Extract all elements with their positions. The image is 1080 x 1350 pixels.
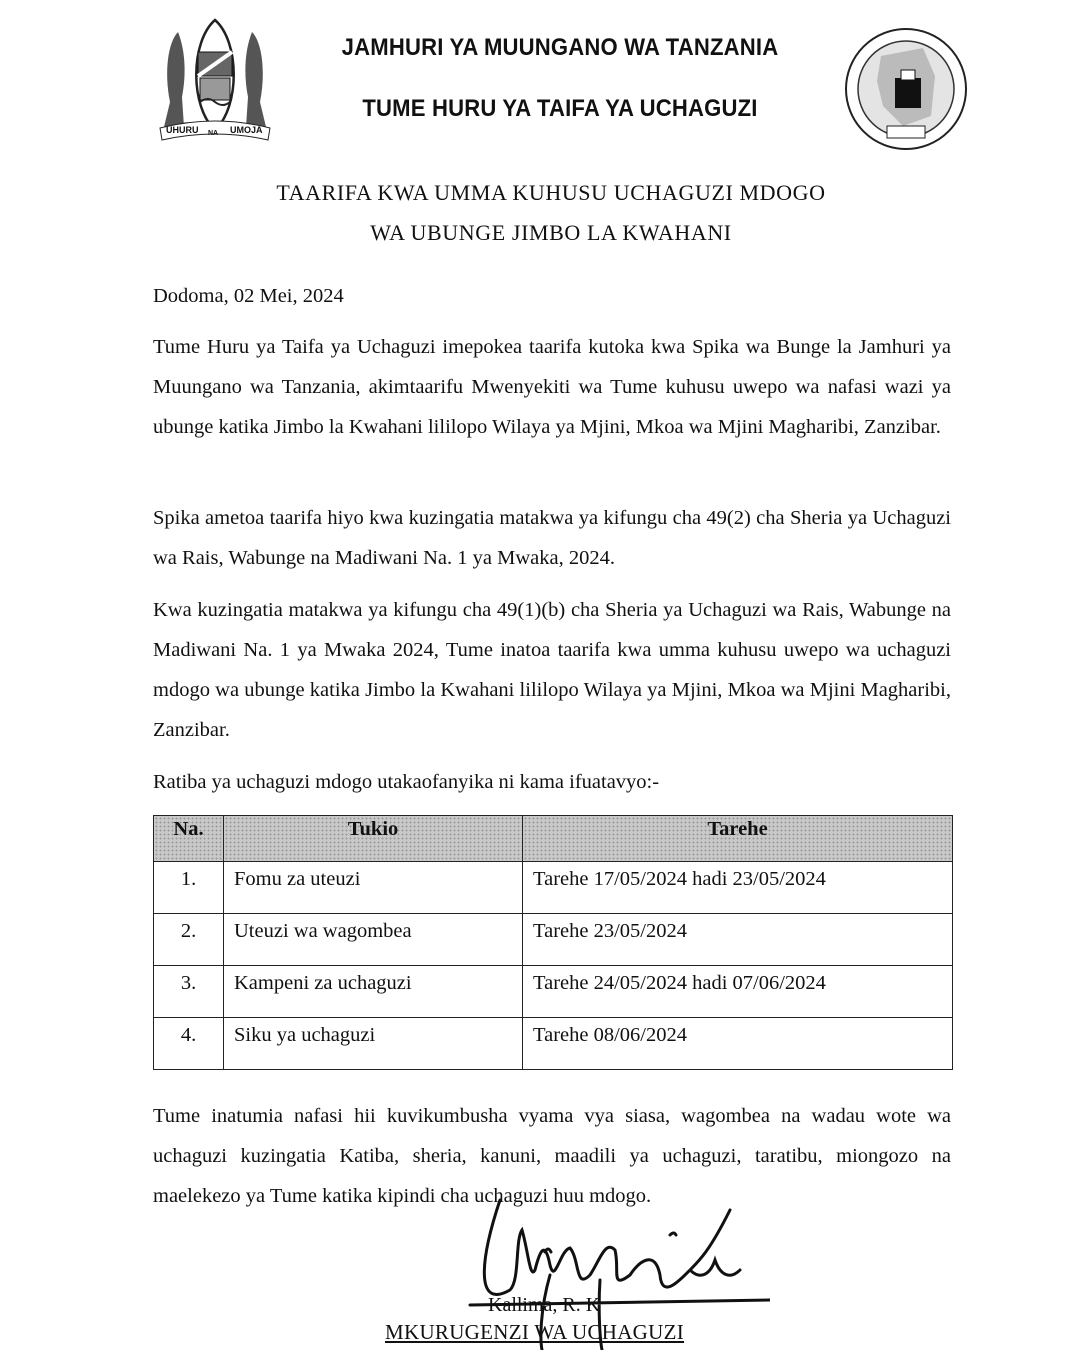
row-date: Tarehe 08/06/2024 [523,1018,953,1070]
coat-of-arms-motto-umoja: UMOJA [230,125,263,135]
row-event: Fomu za uteuzi [224,862,523,914]
document-title-line2: WA UBUNGE JIMBO LA KWAHANI [370,220,732,245]
header-event: Tukio [224,816,523,862]
header-date: Tarehe [523,816,953,862]
table-row [154,862,953,914]
signatory-name: Kallima, R. K [488,1294,601,1316]
signature [440,1180,770,1350]
row-date: Tarehe 24/05/2024 hadi 07/06/2024 [523,966,953,1018]
paragraph-4: Ratiba ya uchaguzi mdogo utakaofanyika ni kama ifuatavyo:- [153,771,660,793]
row-number: 2. [154,914,224,966]
paragraph-2: Spika ametoa taarifa hiyo kwa kuzingatia matakwa ya kifungu cha 49(2) cha Sheria ya Uchaguzi wa Rais, Wabunge na Madiwani Na. 1 ya Mwaka, 2024. [153,507,951,569]
header-commission-name: TUME HURU YA TAIFA YA UCHAGUZI [362,95,758,122]
closing-paragraph: Tume inatumia nafasi hii kuvikumbusha vyama vya siasa, wagombea na wadau wote wa uchaguzi kuzingatia Katiba, sheria, kanuni, maadili ya uchaguzi, taratibu, miongozo na maelekezo ya Tume katika kipindi cha uchaguzi huu mdogo. [153,1105,951,1207]
table-row [154,914,953,966]
row-date: Tarehe 23/05/2024 [523,914,953,966]
document-title-line1: TAARIFA KWA UMMA KUHUSU UCHAGUZI MDOGO [276,180,826,205]
coat-of-arms-logo [150,12,280,142]
table-row [154,966,953,1018]
election-schedule-table [153,815,953,1070]
header-number: Na. [154,816,224,862]
row-event: Siku ya uchaguzi [224,1018,523,1070]
row-event: Uteuzi wa wagombea [224,914,523,966]
row-event: Kampeni za uchaguzi [224,966,523,1018]
document-date: Dodoma, 02 Mei, 2024 [153,285,344,307]
row-number: 3. [154,966,224,1018]
row-number: 4. [154,1018,224,1070]
table-header-row [154,816,953,862]
coat-of-arms-motto-na: NA [208,130,219,137]
paragraph-1: Tume Huru ya Taifa ya Uchaguzi imepokea taarifa kutoka kwa Spika wa Bunge la Jamhuri ya Muungano wa Tanzania, akimtaarifu Mwenyekiti wa Tume kuhusu uwepo wa nafasi wazi ya ubunge katika Jimbo la Kwahani lililopo Wilaya ya Mjini, Mkoa wa Mjini Magharibi, Zanzibar. [153,336,951,438]
row-date: Tarehe 17/05/2024 hadi 23/05/2024 [523,862,953,914]
row-number: 1. [154,862,224,914]
header-republic-name: JAMHURI YA MUUNGANO WA TANZANIA [341,34,779,61]
commission-seal-logo [843,26,969,152]
paragraph-3: Kwa kuzingatia matakwa ya kifungu cha 49(1)(b) cha Sheria ya Uchaguzi wa Rais, Wabunge na Madiwani Na. 1 ya Mwaka 2024, Tume inatoa taarifa kwa umma kuhusu uwepo wa uchaguzi mdogo wa ubunge katika Jimbo la Kwahani lililopo Wilaya ya Mjini, Mkoa wa Mjini Magharibi, Zanzibar. [153,599,951,741]
coat-of-arms-motto-uhuru: UHURU [166,125,199,135]
signatory-title: MKURUGENZI WA UCHAGUZI [385,1320,685,1344]
table-row [154,1018,953,1070]
